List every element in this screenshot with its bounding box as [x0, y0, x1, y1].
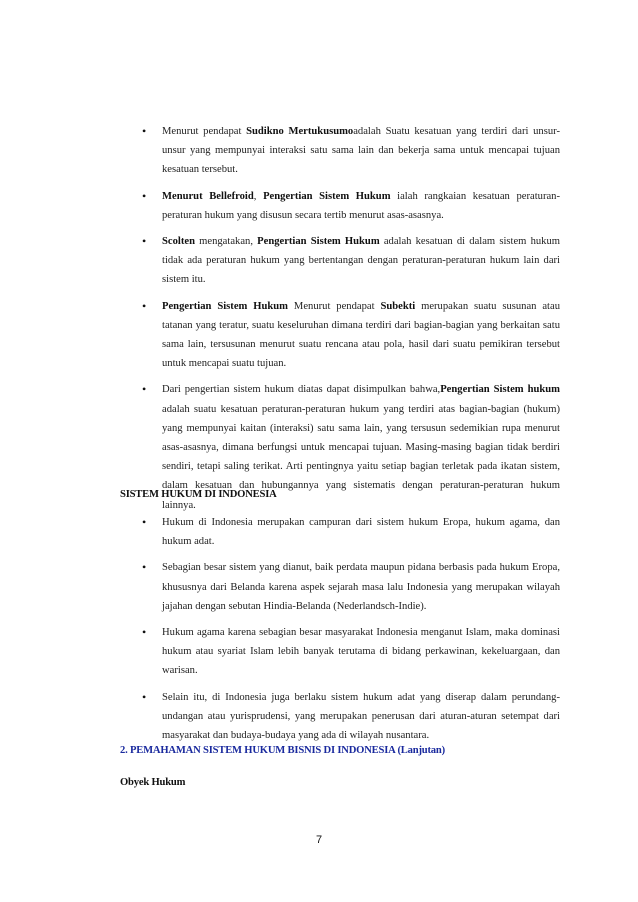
text-run: adalah kesatuan di dalam sistem hukum tidak ada peraturan hukum yang bertentangan dengan peraturan-peraturan hukum lain dari sistem itu. [162, 236, 560, 286]
text-run: Dari pengertian sistem hukum diatas dapat disimpulkan bahwa, [162, 384, 441, 396]
list-item: • Sebagian besar sistem yang dianut, baik perdata maupun pidana berbasis pada hukum Eropa, khususnya dari Belanda karena aspek sejarah masa lalu Indonesia yang merupakan wilayah jajahan dengan sebutan Hindia-Belanda (Nederlandsch-Indie). [142, 558, 560, 616]
text-run: adalah suatu kesatuan peraturan-peraturan hukum yang terdiri atas bagian-bagian (hukum) yang mempunyai kaitan (interaksi) satu sama lain, yang tersusun sedemikian rupa menurut asas-asasnya, dimana berfungsi untuk mencapai tujuan. Masing-masing bagian tidak berdiri sendiri, tetapi saling terikat. Arti pentingnya yaitu setiap bagian terletak pada ikatan sistem, dalam kesatuan dan hubungannya yang sistematis dengan peraturan-peraturan hukum lainnya. [162, 403, 560, 511]
bold-term: Sudikno Mertukusumo [246, 126, 354, 137]
list-item: • Hukum agama karena sebagian besar masyarakat Indonesia menganut Islam, maka dominasi hukum atau syariat Islam lebih banyak terutama di bidang perkawinan, kekeluargaan, dan warisan. [142, 623, 560, 681]
chapter-heading: 2. PEMAHAMAN SISTEM HUKUM BISNIS DI INDONESIA (Lanjutan) [120, 745, 445, 756]
bold-term: Menurut Bellefroid [162, 190, 254, 202]
list-item [142, 297, 560, 374]
bold-term: Pengertian Sistem Hukum [162, 300, 288, 312]
bold-term: Subekti [380, 300, 416, 312]
text-run: adalah Suatu kesatuan yang terdiri dari unsur-unsur yang mempunyai interaksi satu sama lain dan bekerja sama untuk mencapai tujuan kesatuan tersebut. [162, 126, 560, 176]
page-number: 7 [315, 834, 323, 846]
bold-term: Pengertian Sistem Hukum [257, 236, 380, 248]
list-item [142, 232, 560, 290]
subsection-heading: Obyek Hukum [120, 777, 186, 788]
text-run: Menurut pendapat [162, 126, 247, 137]
text-run: Menurut pendapat [288, 300, 381, 312]
list-item: • Selain itu, di Indonesia juga berlaku sistem hukum adat yang diserap dalam perundang-undangan atau yurisprudensi, yang merupakan penerusan dari aturan-aturan setempat dari masyarakat dan budaya-budaya yang ada di wilayah nusantara. [142, 688, 560, 746]
text-run: merupakan suatu susunan atau tatanan yang teratur, suatu keseluruhan dimana terdiri dari bagian-bagian yang berkaitan satu sama lain, tersusunan menurut suatu rencana atau pola, hasil dari suatu pemikiran tersebut untuk mencapai suatu tujuan. [162, 300, 561, 370]
text-run: , [253, 190, 264, 202]
text-run: ialah rangkaian kesatuan peraturan-peraturan hukum yang disusun secara tertib menurut asas-asasnya. [162, 190, 561, 221]
bold-term: Pengertian Sistem hukum [440, 384, 560, 396]
sistem-hukum-list [142, 513, 560, 752]
list-item [142, 122, 560, 180]
bold-term: Scolten [162, 236, 195, 248]
section-heading: SISTEM HUKUM DI INDONESIA [120, 489, 277, 500]
text-run: mengatakan, [194, 236, 258, 248]
list-item [142, 187, 560, 225]
definition-list [142, 122, 560, 522]
bold-term: Pengertian Sistem Hukum [263, 190, 391, 202]
list-item: • Hukum di Indonesia merupakan campuran dari sistem hukum Eropa, hukum agama, dan hukum adat. [142, 513, 560, 551]
